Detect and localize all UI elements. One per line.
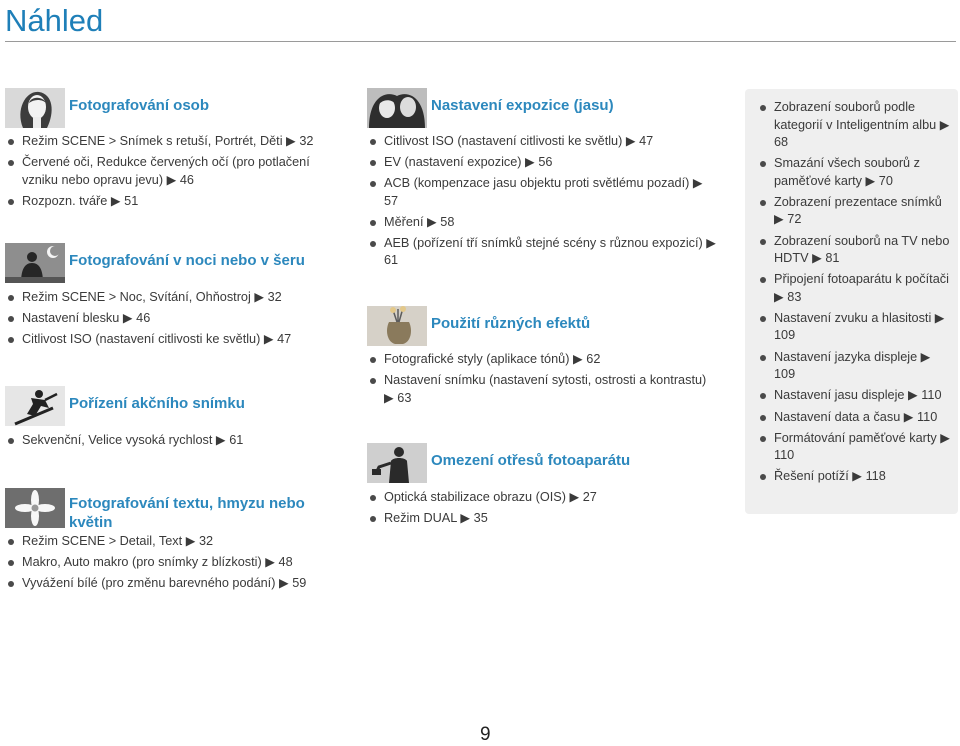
sidebar-item: Nastavení data a času ▶ 110 (757, 409, 953, 427)
list-item: Optická stabilizace obrazu (OIS) ▶ 27 (367, 489, 717, 507)
section-title: Fotografování textu, hmyzu nebo květin (69, 495, 305, 531)
list-item: Režim SCENE > Detail, Text ▶ 32 (5, 533, 335, 551)
sidebar-panel (745, 89, 958, 514)
section-title: Omezení otřesů fotoaparátu (431, 452, 631, 469)
list-item: Červené oči, Redukce červených očí (pro potlačení vzniku nebo opravu jevu) ▶ 46 (5, 154, 335, 189)
list-item: Měření ▶ 58 (367, 214, 717, 232)
section-night (5, 243, 335, 352)
section-shake (367, 443, 717, 531)
section-title: Fotografování osob (69, 97, 209, 114)
list-item: AEB (pořízení tří snímků stejné scény s různou expozicí) ▶ 61 (367, 235, 717, 270)
woman-portrait-icon (5, 88, 65, 128)
list-item: ACB (kompenzace jasu objektu proti světlému pozadí) ▶ 57 (367, 175, 717, 210)
page-number: 9 (480, 724, 491, 745)
sidebar-item: Nastavení zvuku a hlasitosti ▶ 109 (757, 310, 953, 345)
section-title: Fotografování v noci nebo v šeru (69, 252, 305, 269)
snowboarder-icon (5, 386, 65, 426)
sidebar-item: Zobrazení prezentace snímků ▶ 72 (757, 194, 953, 229)
page-title: Náhled (5, 3, 104, 38)
list-item: Citlivost ISO (nastavení citlivosti ke světlu) ▶ 47 (367, 133, 717, 151)
list-item: Režim SCENE > Snímek s retuší, Portrét, Děti ▶ 32 (5, 133, 335, 151)
list-item: Citlivost ISO (nastavení citlivosti ke světlu) ▶ 47 (5, 331, 335, 349)
title-divider (5, 41, 956, 42)
section-title: Pořízení akčního snímku (69, 395, 245, 412)
sidebar-item: Smazání všech souborů z paměťové karty ▶ 70 (757, 155, 953, 190)
vase-icon (367, 306, 427, 346)
flower-icon (5, 488, 65, 528)
sidebar-item: Nastavení jazyka displeje ▶ 109 (757, 349, 953, 384)
list-item: Vyvážení bílé (pro změnu barevného podání) ▶ 59 (5, 575, 335, 593)
night-silhouette-icon (5, 243, 65, 283)
sidebar-item: Formátování paměťové karty ▶ 110 (757, 430, 953, 465)
section-action (5, 386, 335, 453)
section-effects (367, 306, 717, 411)
list-item: EV (nastavení expozice) ▶ 56 (367, 154, 717, 172)
sidebar-item: Nastavení jasu displeje ▶ 110 (757, 387, 953, 405)
section-text (5, 488, 335, 596)
section-exposure (367, 88, 717, 273)
list-item: Nastavení snímku (nastavení sytosti, ostrosti a kontrastu) ▶ 63 (367, 372, 717, 407)
list-item: Režim DUAL ▶ 35 (367, 510, 717, 528)
sidebar-item: Řešení potíží ▶ 118 (757, 468, 953, 486)
section-title: Použití různých efektů (431, 315, 591, 332)
list-item: Makro, Auto makro (pro snímky z blízkosti) ▶ 48 (5, 554, 335, 572)
list-item: Rozpozn. tváře ▶ 51 (5, 193, 335, 211)
section-portrait (5, 88, 335, 214)
sidebar-item: Připojení fotoaparátu k počítači ▶ 83 (757, 271, 953, 306)
list-item: Režim SCENE > Noc, Svítání, Ohňostroj ▶ 32 (5, 289, 335, 307)
list-item: Fotografické styly (aplikace tónů) ▶ 62 (367, 351, 717, 369)
sidebar-item: Zobrazení souborů na TV nebo HDTV ▶ 81 (757, 233, 953, 268)
sidebar-item: Zobrazení souborů podle kategorií v Inteligentním albu ▶ 68 (757, 99, 953, 152)
list-item: Nastavení blesku ▶ 46 (5, 310, 335, 328)
photographer-icon (367, 443, 427, 483)
section-title: Nastavení expozice (jasu) (431, 97, 614, 114)
list-item: Sekvenční, Velice vysoká rychlost ▶ 61 (5, 432, 335, 450)
couple-icon (367, 88, 427, 128)
